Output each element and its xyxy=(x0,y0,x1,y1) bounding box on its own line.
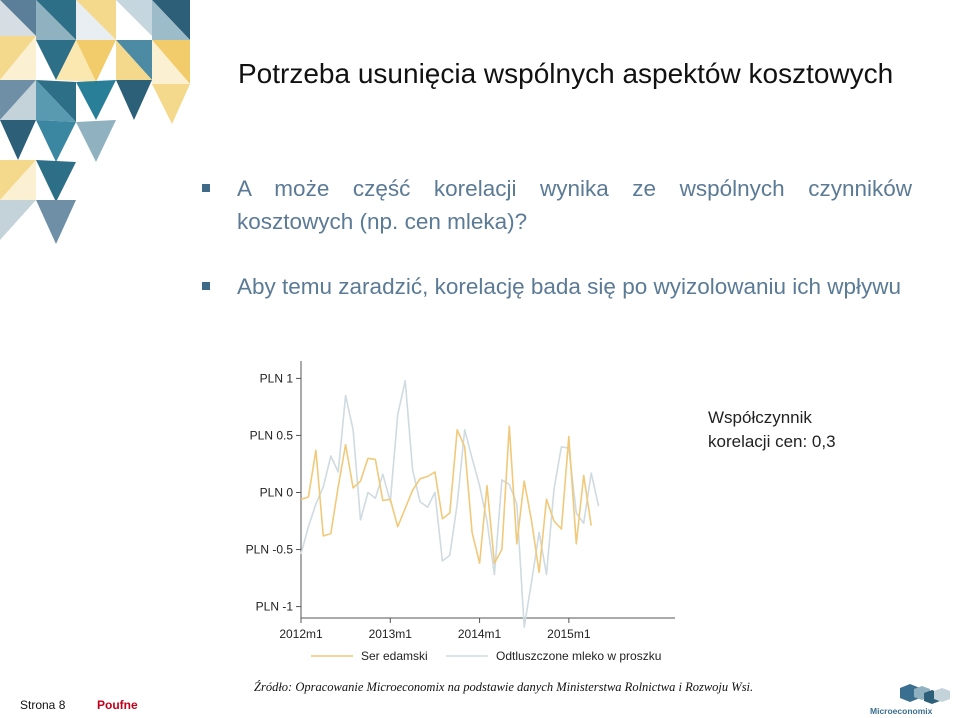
bullet-text: A może część korelacji wynika ze wspólnych czynników kosztowych (np. cen mleka)? xyxy=(237,176,912,234)
source-note: Źródło: Opracowanie Microeconomix na podstawie danych Ministerstwa Rolnictwa i Rozwoju Wsi. xyxy=(254,680,754,694)
y-tick-label: PLN 0.5 xyxy=(249,428,293,443)
page-number: Strona 8 xyxy=(20,698,66,712)
bullet-text: Aby temu zaradzić, korelację bada się po wyizolowaniu ich wpływu xyxy=(237,274,902,299)
correlation-note-line1: Współczynnik xyxy=(708,408,812,427)
bullet-item xyxy=(202,270,912,303)
logo-text: Microeconomix xyxy=(870,706,933,716)
x-tick-label: 2012m1 xyxy=(279,627,323,641)
y-tick-label: PLN 1 xyxy=(259,371,293,386)
decorative-mosaic xyxy=(0,0,192,250)
bullet-item xyxy=(202,172,912,238)
square-bullet-icon xyxy=(202,282,210,290)
y-tick-label: PLN 0 xyxy=(259,485,293,500)
logo-cubes-icon xyxy=(870,682,956,706)
confidential-label: Poufne xyxy=(97,698,138,712)
microeconomix-logo xyxy=(870,682,956,716)
x-tick-label: 2013m1 xyxy=(368,627,412,641)
x-tick-label: 2014m1 xyxy=(457,627,502,641)
y-tick-label: PLN -1 xyxy=(255,599,293,614)
price-line-chart xyxy=(226,347,688,679)
square-bullet-icon xyxy=(202,184,210,192)
slide-title: Potrzeba usunięcia wspólnych aspektów kosztowych xyxy=(238,58,894,89)
legend-label: Odtluszczone mleko w proszku xyxy=(496,649,662,663)
correlation-note xyxy=(708,406,836,454)
correlation-note-line2: korelacji cen: 0,3 xyxy=(708,432,836,451)
y-tick-label: PLN -0.5 xyxy=(245,542,293,557)
legend-label: Ser edamski xyxy=(361,649,428,663)
x-tick-label: 2015m1 xyxy=(547,627,591,641)
